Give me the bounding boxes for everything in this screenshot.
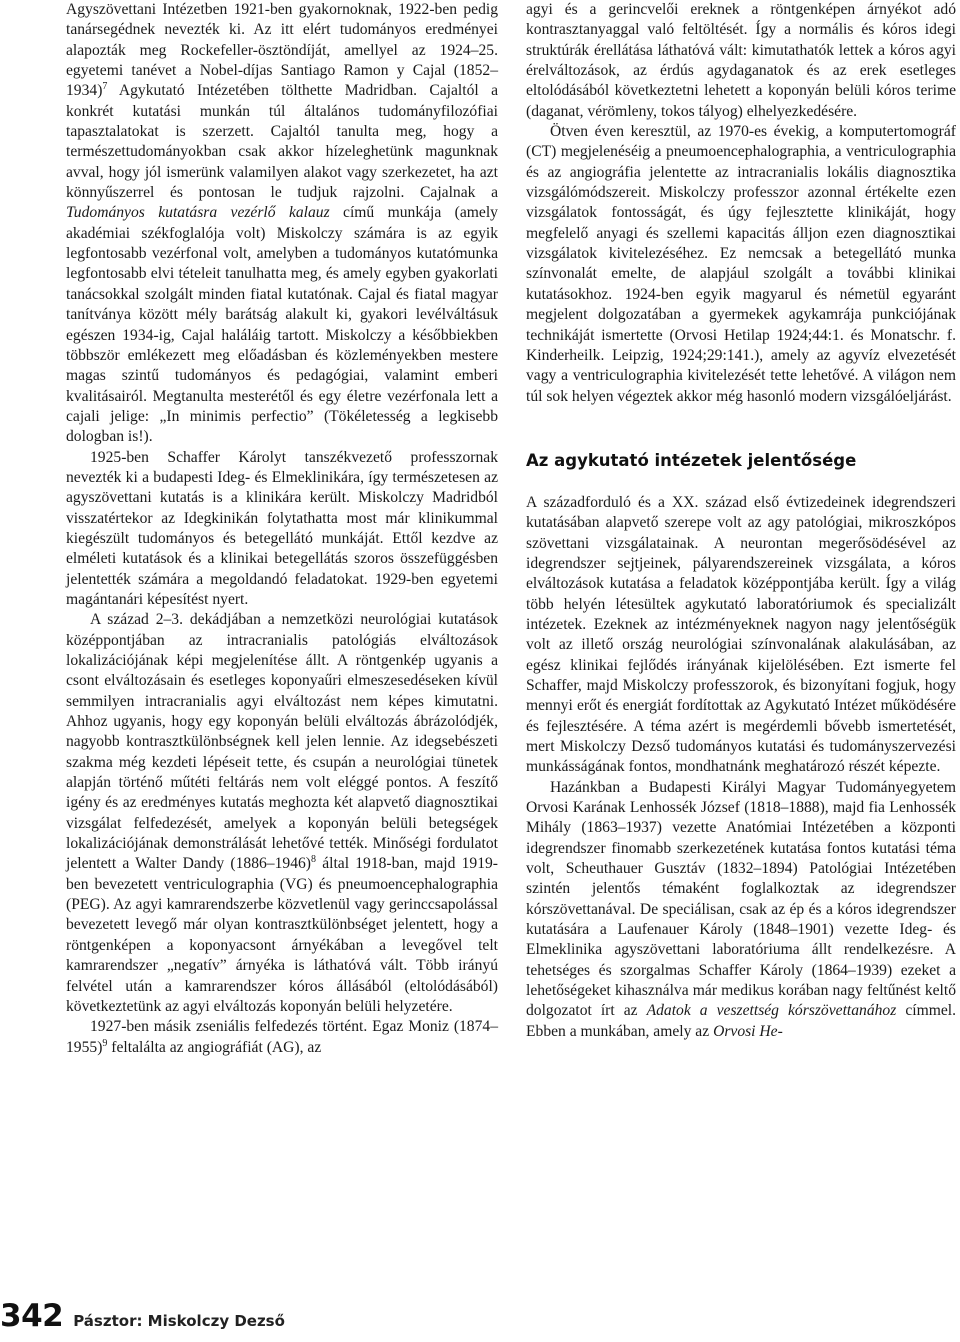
running-head: Pásztor: Miskolczy Dezső <box>73 1312 285 1330</box>
footnote-ref: 7 <box>102 81 108 93</box>
footnote-ref: 9 <box>102 1037 108 1049</box>
text-run: címmel. Ebben a munkában, amely az <box>526 1002 956 1040</box>
text-run: Agykutató Intézetében tölthette Madridban. Cajaltól a konkrét kutatási munkán túl általános tudományfilozófiai tapasztalatokat is szerzett. Cajaltól tanulta meg, hogy a természettudományokban csak akkor hízeleghetünk magunknak avval, hogy jól ismerünk valamilyen alakot vagy szerkezetet, ha azt könnyűszerrel és pontosan le tudjuk rajzolni. Cajalnak a <box>66 82 498 202</box>
footnote-ref: 8 <box>310 854 316 866</box>
text-run: Hazánkban a Budapesti Királyi Magyar Tudományegyetem Orvosi Karának Lenhossék József (1818–1888), majd fia Lenhossék Mihály (1863–1937) vezette Anatómiai Intézetében a központi idegrendszer finomabb szerkezetének kutatása fontos kutatási téma volt, Scheuthauer Gusztáv (1832–1894) Patológiai Intézetében szintén jelentős témaként foglalkoztak az idegrendszer kórszövettanával. De speciálisan, csak az ép és a kóros idegrendszer kutatására a Laufenauer Károly (1848–1901) vezette Ideg- és Elmeklinika agyszövettani laboratóriuma állt rendelkezésre. A tehetséges és szorgalmas Schaffer Károly (1864–1939) ezeket a lehetőségeket kihasználva már medikus korában nagy feltűnést keltő dolgozatot írt az <box>526 778 956 1020</box>
paragraph <box>66 610 498 1017</box>
text-run: által 1918-ban, majd 1919-ben bevezetett ventriculographia (VG) és pneumoencephalographia (PEG). Az agyi kamrarendszerbe közvetlenül vagy gerinccsapolással bevezetett levegő már olyan kontrasztkülönbséget jelentett, hogy a röntgenképen a koponyacsont árnyékában a levegővel telt kamrarendszer „negatív” árnyéka is láthatóvá vált. Több irányú felvétel után a kamrarendszer kóros állásából (eltolódásából) következtetünk az agyi elváltozás koponyán belüli helyzetére. <box>66 855 498 1015</box>
text-run: Ötven éven keresztül, az 1970-es évekig, a komputertomográf (CT) megjelenéséig a pneumoencephalographia, a ventriculographia és az angiográfia jelentette az intracranialis lokális diagnosztika vizsgálómódszereit. Miskolczy professzor azonnal értékelte ezen vizsgálatok fontosságát, és úgy fejlesztette klinikáját, hogy megfelelő anyagi és szellemi kapacitás álljon ezen diagnosztikai vizsgálatok kivitelezéséhez. Ez nemcsak a betegellátó munka színvonalát emelte, de alapjául szolgált a további klinikai kutatásokhoz. 1924-ben egyik magyarul és németül egyaránt megjelent dolgozatában a gyermekek agykamrája punkciójának technikáját ismertette (Orvosi Hetilap 1924;44:1. és Monatschr. f. Kinderheilk. Leipzig, 1924;29:141.), amely az agyvíz elvezetését vagy a ventriculographia kivitelezését tette lehetővé. A világon nem túl sok helyen végeztek akkor még hasonló modern vizsgálóeljárást. <box>526 123 956 405</box>
text-run: 1925-ben Schaffer Károlyt tanszékvezető professzornak nevezték ki a budapesti Ideg- és Elmeklinikára, így természetesen az agyszövettani kutatás is a klinikára került. Miskolczy Madridból visszatértekor az Idegkinikán folytathatta most már klinikummal kiegészült tudományos és betegellátó munkáját. Ettől kezdve az elméleti kutatások és a klinikai betegellátás szoros összefüggésben jelentették számára a megoldandó feladatokat. 1929-ben egyetemi magántanári képesítést nyert. <box>66 448 498 608</box>
paragraph <box>526 493 956 778</box>
text-run: A század 2–3. dekádjában a nemzetközi neurológiai kutatások középpontjában az intracranialis patológiás elváltozások lokalizációjának képi megjelenítése állt. A röntgenkép ugyanis a csont elváltozásain és esetleges koponyaűri elmeszesedéseken kívül semmilyen intracranialis agyi elváltozást nem képes kimutatni. Ahhoz ugyanis, hogy egy koponyán belüli elváltozás ábrázolódjék, nagyobb kontrasztkülönbségnek kell jelen lennie. Az idegsebészeti szakma még kezdeti lépéseit tette, és csupán a neurológiai tünetek alapján történő műtéti feltárás nem volt eléggé pontos. A feszítő igény és az eredményes kutatás meghozta két alapvető diagnosztikai vizsgálat felfedezését, amelyek a koponyán belüli betegségek lokalizációjának demonstrálását lehetővé tették. Minőségi fordulatot jelentett a Walter Dandy (1886–1946) <box>66 611 498 873</box>
section-heading <box>526 451 956 471</box>
text-run: 1927-ben másik zseniális felfedezés történt. Egaz Moniz (1874–1955) <box>66 1018 498 1056</box>
text-run: Az agykutató intézetek jelentősége <box>526 450 857 470</box>
right-column <box>526 0 956 1042</box>
paragraph <box>66 1017 498 1058</box>
page-footer <box>0 1298 285 1338</box>
paragraph <box>526 0 956 122</box>
paragraph <box>66 448 498 611</box>
text-run: feltalálta az angiográfiát (AG), az <box>107 1038 322 1056</box>
italic-title: Tudományos kutatásra vezérlő kalauz <box>66 204 330 222</box>
paragraph <box>66 0 498 448</box>
page-number: 342 <box>0 1298 64 1334</box>
text-run: Agyszövettani Intézetben 1921-ben gyakornoknak, 1922-ben pedig tanársegédnek nevezték ki. Az itt elért tudományos eredményei alapozták meg Rockefeller-ösztöndíját, amellyel az 1924–25. egyetemi tanévet a Nobel-díjas Santiago Ramon y Cajal (1852–1934) <box>66 1 498 100</box>
text-run: A századforduló és a XX. század első évtizedeinek idegrendszeri kutatásában alapvető szerepe volt az agy patológiai, mikroszkópos szövettani vizsgálatainak. A neurontan megerősödésével az idegrendszer sejtjeinek, pályarendszereinek vizsgálata, a kóros elváltozások kutatása a feladatok középpontjába került. Így a világ több helyén létesültek agykutató laboratóriumok és specializált intézetek. Ezeknek az intézményeknek nagyon nagy jelentőségük volt az illető ország neurológiai színvonalának alakulásában, az egész klinikai fejlődés irányának kijelölésében. Ezt ismerte fel Schaffer, majd Miskolczy professzorok, és bizonyítani fogjuk, hogy mennyi erőt és energiát fordítottak az Agykutató Intézet működésére és fejlesztésére. A téma azért is megérdemli bővebb ismertetését, mert Miskolczy Dezső tudományos kutatási és tudományszervezési munkásságának fontos, mondhatnánk meghatározó részét képezte. <box>526 493 956 776</box>
italic-title: Orvosi He- <box>713 1022 783 1040</box>
paragraph <box>526 122 956 407</box>
text-run: című munkája (amely akadémiai székfoglalója volt) Miskolczy számára is az egyik legfontosabb vezérfonal volt, amelyben a tudományos kutatómunka legfontosabb elvi tételeit tanulhatta meg, és amely egyben gyakorlati tanácsokkal szolgált minden fiatal kutatónak. Cajal és fiatal magyar tanítványa között mély barátság alakult ki, gyakori levélváltásuk egészen 1934-ig, Cajal haláláig tartott. Miskolczy a későbbiekben többször emlékezett meg előadásban és közleményekben mestere magas szintű tudományos és pedagógiai, valamint emberi kvalitásairól. Megtanulta mesterétől és egy életre vezérfonala lett a cajali jelige: „In minimis perfectio” (Tökéletesség a legkisebb dologban is!). <box>66 204 498 446</box>
text-run: agyi és a gerincvelői ereknek a röntgenképen árnyékot adó kontrasztanyaggal való feltöltését. Így a normális és kóros idegi struktúrák érellátása láthatóvá vált: kimutathatók lettek a kóros agyi érelváltozások, az érdús agydaganatok és az erek esetleges eltolódásából következtetni lehetett a koponyán belüli kóros terime (daganat, vérömleny, tokos tályog) elhelyezkedésére. <box>526 1 956 120</box>
paragraph <box>526 778 956 1042</box>
italic-title: Adatok a veszettség kórszövettanához <box>646 1002 897 1020</box>
left-column <box>66 0 498 1058</box>
